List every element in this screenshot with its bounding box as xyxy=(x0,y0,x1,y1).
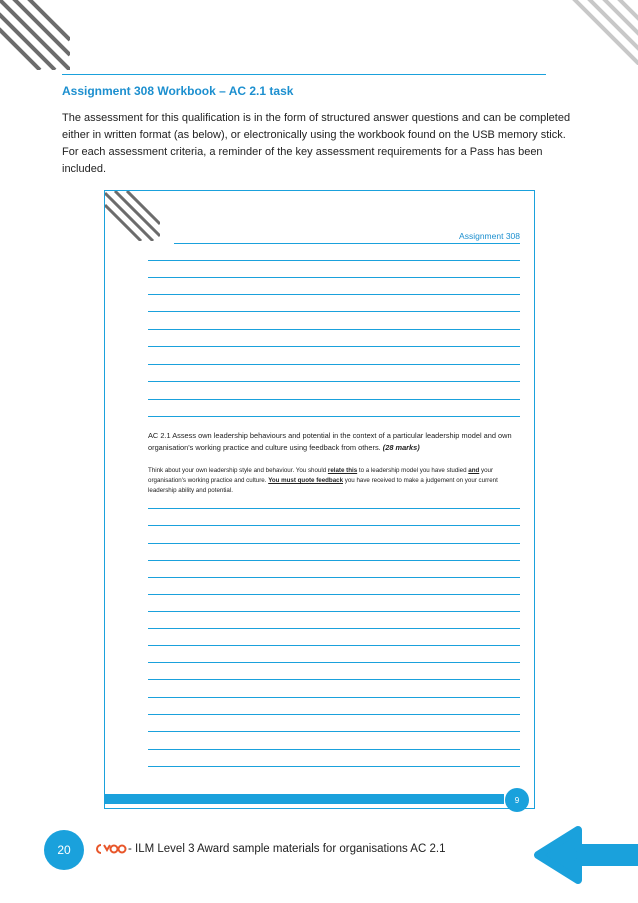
page-title: Assignment 308 Workbook – AC 2.1 task xyxy=(62,84,294,98)
guide-text: you have received to make a judgement on your current leadership ability and potential. xyxy=(148,477,498,494)
guide-text: your organisation's working practice and culture. xyxy=(148,467,494,484)
answer-line xyxy=(148,543,520,544)
answer-line xyxy=(148,399,520,400)
back-arrow-icon[interactable] xyxy=(532,822,638,888)
task-guidance xyxy=(148,466,520,496)
answer-line xyxy=(148,628,520,629)
answer-line xyxy=(148,611,520,612)
task-marks: (28 marks) xyxy=(382,443,420,452)
answer-line xyxy=(148,525,520,526)
corner-stripes-top-left xyxy=(0,0,70,70)
answer-line xyxy=(148,311,520,312)
answer-line xyxy=(148,766,520,767)
workbook-page-frame xyxy=(104,190,535,809)
inner-footer-bar xyxy=(104,794,504,804)
inner-header-rule xyxy=(174,243,520,244)
answer-line xyxy=(148,346,520,347)
answer-line xyxy=(148,577,520,578)
footer-text: - ILM Level 3 Award sample materials for organisations AC 2.1 xyxy=(128,843,446,855)
inner-page-label: Assignment 308 xyxy=(459,231,520,241)
answer-line xyxy=(148,749,520,750)
guide-emphasis: and xyxy=(468,467,480,474)
answer-line xyxy=(148,697,520,698)
answer-line xyxy=(148,277,520,278)
footer-page-number: 20 xyxy=(44,830,84,870)
answer-line xyxy=(148,260,520,261)
answer-line xyxy=(148,594,520,595)
answer-line xyxy=(148,679,520,680)
guide-text: to a leadership model you have studied xyxy=(357,467,469,474)
guide-emphasis: relate this xyxy=(327,467,358,474)
answer-line xyxy=(148,329,520,330)
task-text: AC 2.1 Assess own leadership behaviours and potential in the context of a particular leadership model and own organisation's working practice and culture using feedback from others. xyxy=(148,431,512,452)
inner-page-number: 9 xyxy=(505,788,529,812)
guide-emphasis: You must quote feedback xyxy=(268,477,344,484)
guide-text: Think about your own leadership style and behaviour. You should xyxy=(148,467,328,474)
answer-line xyxy=(148,381,520,382)
answer-line xyxy=(148,662,520,663)
answer-line xyxy=(148,508,520,509)
intro-paragraph: The assessment for this qualification is in the form of structured answer questions and can be completed either in written format (as below), or electronically using the workbook found on the USB memory stick. For each assessment criteria, a reminder of the key assessment requirements for a Pass has been included. xyxy=(62,112,571,175)
inner-corner-stripes xyxy=(105,191,160,241)
answer-line xyxy=(148,364,520,365)
answer-line xyxy=(148,294,520,295)
cyqo-logo-icon xyxy=(94,840,128,858)
corner-stripes-top-right xyxy=(560,0,638,65)
answer-line xyxy=(148,731,520,732)
answer-line xyxy=(148,416,520,417)
top-rule xyxy=(62,74,546,75)
answer-line xyxy=(148,560,520,561)
answer-line xyxy=(148,645,520,646)
answer-line xyxy=(148,714,520,715)
task-description xyxy=(148,430,520,454)
